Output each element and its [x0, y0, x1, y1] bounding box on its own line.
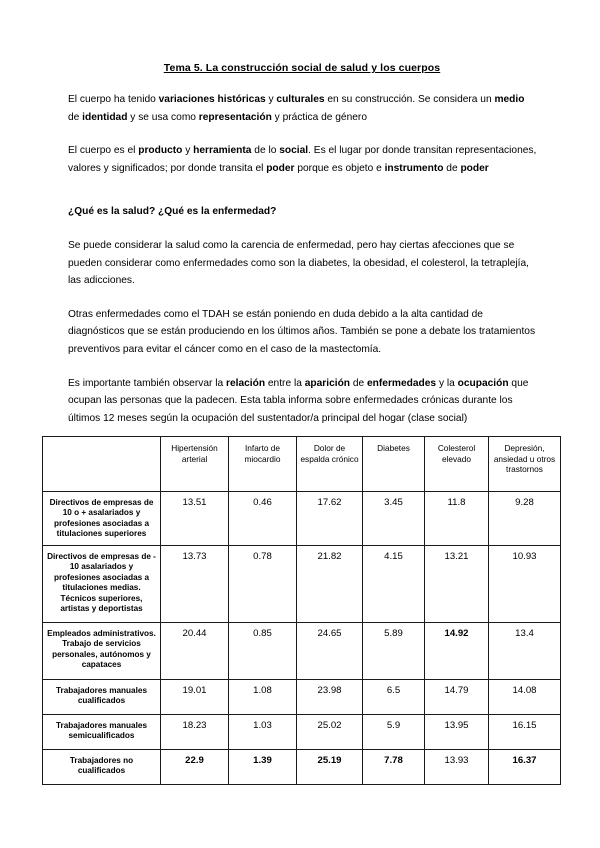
cell-value: 1.39 — [229, 750, 297, 785]
cell-value: 22.9 — [161, 750, 229, 785]
cell-value: 14.92 — [425, 623, 489, 680]
cell-value: 3.45 — [363, 492, 425, 546]
page-title: Tema 5. La construcción social de salud y los cuerpos — [163, 62, 441, 74]
table-row — [43, 546, 561, 623]
table-corner-cell — [43, 437, 161, 492]
cell-value: 5.9 — [363, 715, 425, 750]
paragraph-2: El cuerpo es el producto y herramienta de lo social. Es el lugar por donde transitan representaciones, valores y significados; por donde transita el poder porque es objeto e instrumento de poder — [68, 145, 537, 174]
table-header — [43, 437, 561, 492]
cell-value: 14.79 — [425, 680, 489, 715]
cell-value: 19.01 — [161, 680, 229, 715]
cell-value: 4.15 — [363, 546, 425, 623]
column-header-hipertension: Hipertensión arterial — [161, 437, 229, 492]
cell-value: 25.19 — [297, 750, 363, 785]
cell-value: 24.65 — [297, 623, 363, 680]
column-header-diabetes: Diabetes — [363, 437, 425, 492]
cell-value: 17.62 — [297, 492, 363, 546]
cell-value: 25.02 — [297, 715, 363, 750]
paragraph-5: Es importante también observar la relación entre la aparición de enfermedades y la ocupación que ocupan las personas que la padecen. Esta tabla informa sobre enfermedades crónicas durante los últimos 12 meses según la ocupación del sustentador/a principal del hogar (clase social) — [68, 377, 529, 424]
cell-value: 20.44 — [161, 623, 229, 680]
table-row — [43, 715, 561, 750]
column-header-colesterol: Colesterol elevado — [425, 437, 489, 492]
row-label: Trabajadores manuales cualificados — [43, 680, 161, 715]
cell-value: 13.93 — [425, 750, 489, 785]
cell-value: 16.15 — [489, 715, 561, 750]
table-row — [43, 492, 561, 546]
cell-value: 11.8 — [425, 492, 489, 546]
cell-value: 0.78 — [229, 546, 297, 623]
cell-value: 23.98 — [297, 680, 363, 715]
paragraph-4: Otras enfermedades como el TDAH se están poniendo en duda debido a la alta cantidad de diagnósticos que se están produciendo en los últimos años. También se pone a debate los tratamientos preventivos para evitar el cáncer como en el caso de la mastectomía. — [68, 308, 536, 355]
table-row — [43, 680, 561, 715]
chronic-disease-table — [42, 436, 561, 785]
table-body — [43, 492, 561, 785]
cell-value: 0.46 — [229, 492, 297, 546]
cell-value: 16.37 — [489, 750, 561, 785]
table-row — [43, 623, 561, 680]
table-row — [43, 750, 561, 785]
column-header-dolor-espalda: Dolor de espalda crónico — [297, 437, 363, 492]
cell-value: 13.95 — [425, 715, 489, 750]
column-header-depresion: Depresión, ansiedad u otros trastornos — [489, 437, 561, 492]
cell-value: 1.08 — [229, 680, 297, 715]
cell-value: 1.03 — [229, 715, 297, 750]
cell-value: 0.85 — [229, 623, 297, 680]
cell-value: 6.5 — [363, 680, 425, 715]
row-label: Directivos de empresas de 10 o + asalariados y profesiones asociadas a titulaciones superiores — [43, 492, 161, 546]
cell-value: 10.93 — [489, 546, 561, 623]
cell-value: 14.08 — [489, 680, 561, 715]
chronic-disease-table-wrapper — [42, 436, 560, 785]
cell-value: 18.23 — [161, 715, 229, 750]
row-label: Trabajadores no cualificados — [43, 750, 161, 785]
cell-value: 13.4 — [489, 623, 561, 680]
row-label: Trabajadores manuales semicualificados — [43, 715, 161, 750]
cell-value: 7.78 — [363, 750, 425, 785]
section-heading-salud-enfermedad: ¿Qué es la salud? ¿Qué es la enfermedad? — [68, 206, 277, 218]
column-header-infarto: Infarto de miocardio — [229, 437, 297, 492]
cell-value: 13.21 — [425, 546, 489, 623]
cell-value: 5.89 — [363, 623, 425, 680]
row-label: Empleados administrativos. Trabajo de servicios personales, autónomos y capataces — [43, 623, 161, 680]
cell-value: 9.28 — [489, 492, 561, 546]
table-header-row — [43, 437, 561, 492]
paragraph-1: El cuerpo ha tenido variaciones históricas y culturales en su construcción. Se considera un medio de identidad y se usa como representación y práctica de género — [68, 94, 525, 123]
paragraph-3: Se puede considerar la salud como la carencia de enfermedad, pero hay ciertas afecciones que se pueden considerar como enfermedades como son la diabetes, la obesidad, el colesterol, la tetraplejía, las adicciones. — [68, 239, 529, 287]
cell-value: 13.51 — [161, 492, 229, 546]
cell-value: 13.73 — [161, 546, 229, 623]
cell-value: 21.82 — [297, 546, 363, 623]
row-label: Directivos de empresas de - 10 asalariados y profesiones asociadas a titulaciones medias. Técnicos superiores, artistas y deportistas — [43, 546, 161, 623]
